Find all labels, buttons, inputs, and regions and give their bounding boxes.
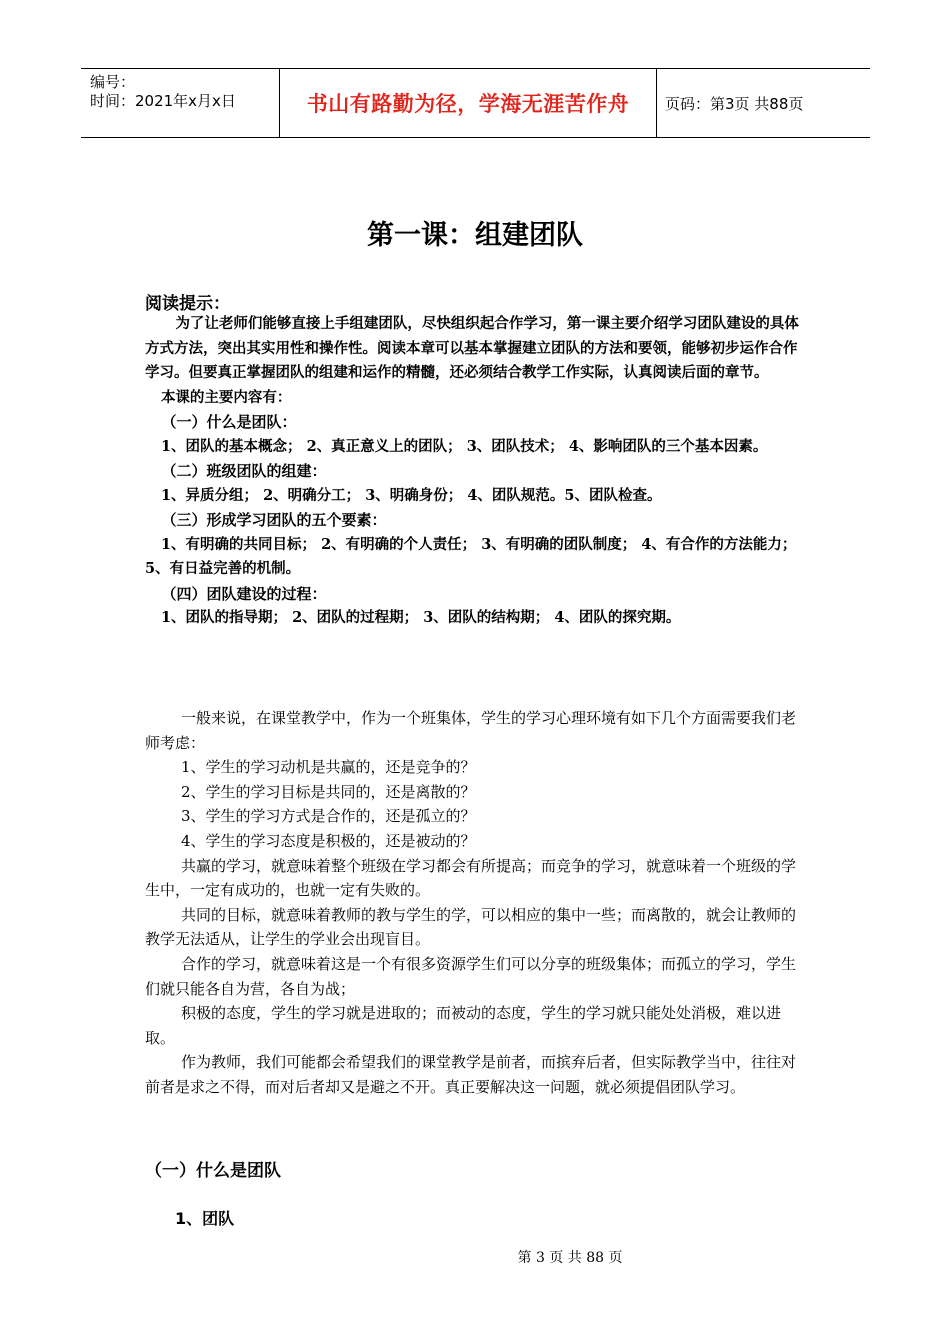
section-2-items: 1、异质分组； 2、明确分工； 3、明确身份； 4、团队规范。5、团队检查。 xyxy=(160,486,662,504)
body-paragraph: 作为教师，我们可能都会希望我们的课堂教学是前者，而摈弃后者，但实际教学当中，往往对前者是求之不得，而对后者却又是避之不开。真正要解决这一问题，就必须提倡团队学习。 xyxy=(145,1053,797,1096)
reading-tips-heading: 阅读提示： xyxy=(145,294,230,314)
code-label: 编号： xyxy=(90,73,136,91)
body-paragraph: 共同的目标，就意味着教师的教与学生的学，可以相应的集中一些；而离散的，就会让教师的教学无法适从，让学生的学业会出现盲目。 xyxy=(145,905,797,949)
question-3: 3、学生的学习方式是合作的，还是孤立的？ xyxy=(181,807,476,826)
section-4-title: （四）团队建设的过程： xyxy=(161,584,327,603)
section-heading: （一）什么是团队 xyxy=(145,1161,281,1181)
body-paragraph: 一般来说，在课堂教学中，作为一个班集体，学生的学习心理环境有如下几个方面需要我们老师考虑： xyxy=(145,709,797,752)
header-page-info: 页码：第3页 共88页 xyxy=(665,94,804,113)
body-paragraph: 积极的态度，学生的学习就是进取的；而被动的态度，学生的学习就只能处处消极，难以进取。 xyxy=(145,1004,782,1047)
reading-intro: 为了让老师们能够直接上手组建团队，尽快组织起合作学习，第一课主要介绍学习团队建设的具体方式方法，突出其实用性和操作性。阅读本章可以基本掌握建立团队的方法和要领，能够初步运作合作学习。但要真正掌握团队的组建和运作的精髓，还必须结合教学工作实际，认真阅读后面的章节。 xyxy=(145,315,799,381)
section-3-items: 1、有明确的共同目标； 2、有明确的个人责任； 3、有明确的团队制度； 4、有合作的方法能力； 5、有日益完善的机制。 xyxy=(145,535,797,577)
time-label: 时间：2021年x月x日 xyxy=(90,92,236,110)
body-text xyxy=(145,706,810,1100)
contents-intro: 本课的主要内容有： xyxy=(160,388,292,406)
question-2: 2、学生的学习目标是共同的，还是离散的？ xyxy=(181,782,476,801)
sub-heading: 1、团队 xyxy=(175,1209,235,1228)
section-4-items: 1、团队的指导期； 2、团队的过程期； 3、团队的结构期； 4、团队的探究期。 xyxy=(160,609,681,626)
body-paragraph: 共赢的学习，就意味着整个班级在学习都会有所提高；而竞争的学习，就意味着一个班级的学生中，一定有成功的，也就一定有失败的。 xyxy=(145,856,797,900)
lesson-title: 第一课：组建团队 xyxy=(367,220,583,251)
body-paragraph: 合作的学习，就意味着这是一个有很多资源学生们可以分享的班级集体；而孤立的学习，学生们就只能各自为营，各自为战； xyxy=(145,954,797,998)
section-3-title: （三）形成学习团队的五个要素： xyxy=(161,511,387,529)
page-footer: 第 3 页 共 88 页 xyxy=(517,1250,623,1266)
reading-tips xyxy=(145,312,810,631)
section-1-title: （一）什么是团队： xyxy=(161,413,297,431)
question-1: 1、学生的学习动机是共赢的，还是竞争的？ xyxy=(181,758,476,777)
section-1-items: 1、团队的基本概念； 2、真正意义上的团队； 3、团队技术； 4、影响团队的三个基本因素。 xyxy=(160,437,768,455)
section-2-title: （二）班级团队的组建： xyxy=(161,462,327,480)
header-motto: 书山有路勤为径，学海无涯苦作舟 xyxy=(280,69,657,137)
header-meta xyxy=(81,69,280,137)
page-header xyxy=(81,68,870,138)
question-4: 4、学生的学习态度是积极的，还是被动的？ xyxy=(181,831,476,850)
